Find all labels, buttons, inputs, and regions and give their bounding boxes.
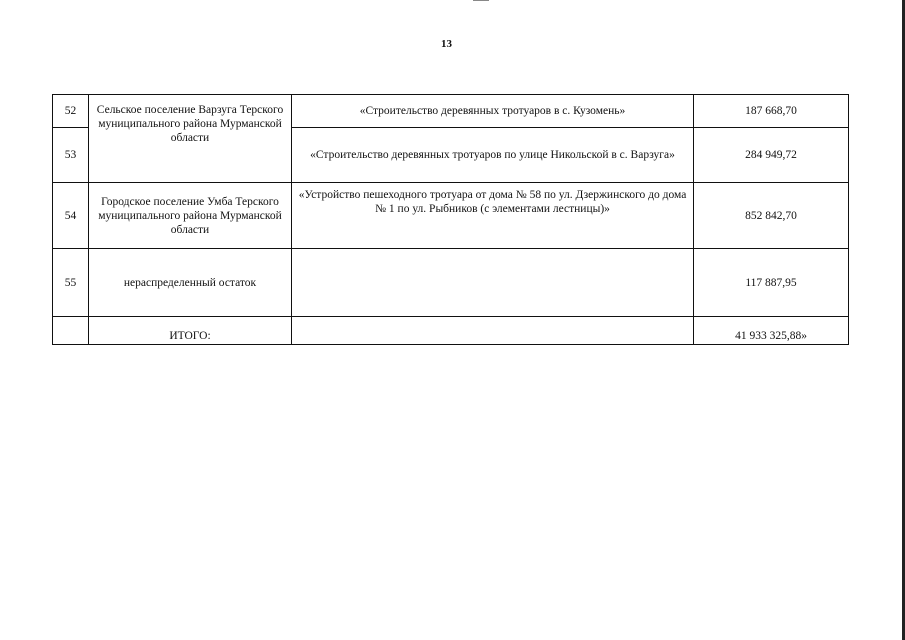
table-row bbox=[53, 183, 849, 249]
row-number: 53 bbox=[53, 128, 89, 183]
project-description: «Строительство деревянных тротуаров по улице Никольской в с. Варзуга» bbox=[292, 128, 694, 183]
row-number: 52 bbox=[53, 95, 89, 128]
municipality-name: Городское поселение Умба Терского муниципального района Мурманской области bbox=[89, 183, 292, 249]
total-row bbox=[53, 317, 849, 345]
project-description bbox=[292, 249, 694, 317]
project-description: «Устройство пешеходного тротуара от дома № 58 по ул. Дзержинского до дома № 1 по ул. Рыбников (с элементами лестницы)» bbox=[292, 183, 694, 249]
empty-cell bbox=[292, 317, 694, 345]
row-number: 55 bbox=[53, 249, 89, 317]
amount: 852 842,70 bbox=[694, 183, 849, 249]
project-description: «Строительство деревянных тротуаров в с. Кузомень» bbox=[292, 95, 694, 128]
amount: 284 949,72 bbox=[694, 128, 849, 183]
scan-artifact-mark bbox=[473, 0, 489, 1]
amount: 117 887,95 bbox=[694, 249, 849, 317]
page-number: 13 bbox=[441, 38, 452, 50]
row-number: 54 bbox=[53, 183, 89, 249]
table-row bbox=[53, 249, 849, 317]
empty-cell bbox=[53, 317, 89, 345]
total-label: ИТОГО: bbox=[89, 317, 292, 345]
table-row bbox=[53, 95, 849, 128]
municipality-name: Сельское поселение Варзуга Терского муниципального района Мурманской области bbox=[89, 95, 292, 183]
total-amount: 41 933 325,88» bbox=[694, 317, 849, 345]
amount: 187 668,70 bbox=[694, 95, 849, 128]
municipality-name: нераспределенный остаток bbox=[89, 249, 292, 317]
budget-table bbox=[52, 94, 849, 345]
